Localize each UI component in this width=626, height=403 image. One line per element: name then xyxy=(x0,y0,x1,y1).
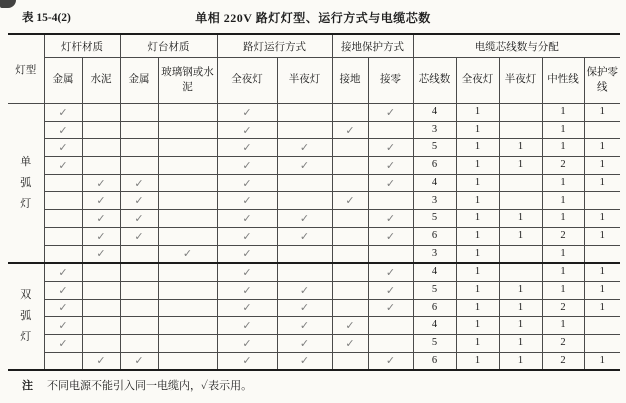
value-cell xyxy=(499,192,542,210)
value-cell: 1 xyxy=(542,104,584,122)
value-cell: 1 xyxy=(542,121,584,139)
value-cell: 6 xyxy=(413,157,456,175)
check-mark-cell: ✓ xyxy=(44,121,82,139)
check-mark-cell: ✓ xyxy=(120,352,158,370)
value-cell: 1 xyxy=(499,139,542,157)
empty-cell xyxy=(82,157,120,175)
empty-cell xyxy=(332,281,368,299)
value-cell xyxy=(584,245,620,263)
value-cell: 1 xyxy=(456,352,499,370)
table-row xyxy=(8,317,620,335)
check-mark-cell: ✓ xyxy=(44,334,82,352)
header-core-count: 芯线数 xyxy=(413,58,456,104)
check-mark-cell: ✓ xyxy=(277,299,332,317)
check-mark-cell: ✓ xyxy=(217,281,277,299)
empty-cell xyxy=(332,299,368,317)
empty-cell xyxy=(158,334,217,352)
empty-cell xyxy=(82,139,120,157)
empty-cell xyxy=(44,192,82,210)
empty-cell xyxy=(277,104,332,122)
check-mark-cell: ✓ xyxy=(44,139,82,157)
value-cell xyxy=(499,121,542,139)
empty-cell xyxy=(158,174,217,192)
value-cell: 1 xyxy=(456,157,499,175)
value-cell: 4 xyxy=(413,104,456,122)
check-mark-cell: ✓ xyxy=(217,227,277,245)
lamp-cable-table xyxy=(8,33,620,371)
empty-cell xyxy=(44,352,82,370)
check-mark-cell: ✓ xyxy=(368,174,413,192)
empty-cell xyxy=(158,157,217,175)
check-mark-cell: ✓ xyxy=(368,281,413,299)
empty-cell xyxy=(120,139,158,157)
check-mark-cell: ✓ xyxy=(82,227,120,245)
empty-cell xyxy=(44,174,82,192)
value-cell: 1 xyxy=(499,317,542,335)
value-cell: 1 xyxy=(456,174,499,192)
table-row xyxy=(8,104,620,122)
lamp-type-cell: 双 弧 灯 xyxy=(8,263,44,370)
check-mark-cell: ✓ xyxy=(44,299,82,317)
check-mark-cell: ✓ xyxy=(120,174,158,192)
check-mark-cell: ✓ xyxy=(277,334,332,352)
empty-cell xyxy=(277,192,332,210)
empty-cell xyxy=(368,192,413,210)
empty-cell xyxy=(82,121,120,139)
empty-cell xyxy=(158,352,217,370)
check-mark-cell: ✓ xyxy=(277,210,332,228)
empty-cell xyxy=(158,139,217,157)
value-cell: 1 xyxy=(584,299,620,317)
check-mark-cell: ✓ xyxy=(277,281,332,299)
empty-cell xyxy=(120,121,158,139)
check-mark-cell: ✓ xyxy=(368,299,413,317)
value-cell: 1 xyxy=(456,334,499,352)
check-mark-cell: ✓ xyxy=(277,139,332,157)
table-number: 表 15-4(2) xyxy=(22,12,71,24)
header-group-operation-mode: 路灯运行方式 xyxy=(217,34,332,58)
value-cell xyxy=(499,174,542,192)
table-row xyxy=(8,334,620,352)
value-cell xyxy=(499,104,542,122)
check-mark-cell: ✓ xyxy=(217,352,277,370)
check-mark-cell: ✓ xyxy=(82,174,120,192)
check-mark-cell: ✓ xyxy=(368,210,413,228)
table-row xyxy=(8,157,620,175)
check-mark-cell: ✓ xyxy=(217,317,277,335)
value-cell: 1 xyxy=(584,210,620,228)
empty-cell xyxy=(277,121,332,139)
value-cell: 2 xyxy=(542,334,584,352)
header-group-cable-cores: 电缆芯线数与分配 xyxy=(413,34,620,58)
value-cell: 1 xyxy=(456,299,499,317)
value-cell xyxy=(499,245,542,263)
value-cell: 1 xyxy=(584,174,620,192)
value-cell: 1 xyxy=(456,210,499,228)
value-cell: 5 xyxy=(413,139,456,157)
check-mark-cell: ✓ xyxy=(217,104,277,122)
empty-cell xyxy=(158,210,217,228)
value-cell: 1 xyxy=(456,281,499,299)
empty-cell xyxy=(120,317,158,335)
value-cell: 2 xyxy=(542,157,584,175)
value-cell: 1 xyxy=(499,299,542,317)
check-mark-cell: ✓ xyxy=(217,192,277,210)
empty-cell xyxy=(368,245,413,263)
check-mark-cell: ✓ xyxy=(44,281,82,299)
check-mark-cell: ✓ xyxy=(332,334,368,352)
empty-cell xyxy=(158,263,217,281)
table-row xyxy=(8,299,620,317)
empty-cell xyxy=(332,157,368,175)
check-mark-cell: ✓ xyxy=(158,245,217,263)
check-mark-cell: ✓ xyxy=(217,334,277,352)
value-cell xyxy=(584,121,620,139)
check-mark-cell: ✓ xyxy=(277,317,332,335)
check-mark-cell: ✓ xyxy=(82,352,120,370)
check-mark-cell: ✓ xyxy=(368,104,413,122)
value-cell: 1 xyxy=(584,139,620,157)
value-cell: 1 xyxy=(542,263,584,281)
value-cell: 4 xyxy=(413,317,456,335)
value-cell: 1 xyxy=(456,104,499,122)
empty-cell xyxy=(120,281,158,299)
table-row xyxy=(8,263,620,281)
value-cell xyxy=(584,334,620,352)
check-mark-cell: ✓ xyxy=(44,317,82,335)
value-cell: 4 xyxy=(413,263,456,281)
value-cell: 1 xyxy=(456,263,499,281)
empty-cell xyxy=(82,317,120,335)
value-cell: 5 xyxy=(413,281,456,299)
value-cell: 1 xyxy=(542,245,584,263)
value-cell: 1 xyxy=(456,227,499,245)
value-cell: 5 xyxy=(413,334,456,352)
empty-cell xyxy=(82,263,120,281)
table-note xyxy=(22,377,252,393)
empty-cell xyxy=(82,334,120,352)
check-mark-cell: ✓ xyxy=(368,352,413,370)
empty-cell xyxy=(368,317,413,335)
value-cell: 1 xyxy=(584,263,620,281)
check-mark-cell: ✓ xyxy=(332,192,368,210)
value-cell: 1 xyxy=(499,281,542,299)
value-cell: 1 xyxy=(584,281,620,299)
header-halfnight-lamp: 半夜灯 xyxy=(277,58,332,104)
empty-cell xyxy=(158,299,217,317)
check-mark-cell: ✓ xyxy=(217,139,277,157)
empty-cell xyxy=(120,334,158,352)
empty-cell xyxy=(82,104,120,122)
empty-cell xyxy=(332,245,368,263)
value-cell: 1 xyxy=(584,352,620,370)
value-cell: 1 xyxy=(542,317,584,335)
check-mark-cell: ✓ xyxy=(82,245,120,263)
empty-cell xyxy=(368,334,413,352)
value-cell: 1 xyxy=(456,139,499,157)
header-lamp-type: 灯型 xyxy=(8,34,44,104)
lamp-type-cell: 单 弧 灯 xyxy=(8,104,44,264)
empty-cell xyxy=(332,352,368,370)
header-cores-allnight: 全夜灯 xyxy=(456,58,499,104)
empty-cell xyxy=(158,317,217,335)
empty-cell xyxy=(82,299,120,317)
header-base-metal: 金属 xyxy=(120,58,158,104)
empty-cell xyxy=(332,227,368,245)
empty-cell xyxy=(44,227,82,245)
table-row xyxy=(8,281,620,299)
table-row xyxy=(8,245,620,263)
check-mark-cell: ✓ xyxy=(368,157,413,175)
empty-cell xyxy=(368,121,413,139)
value-cell xyxy=(499,263,542,281)
value-cell: 3 xyxy=(413,121,456,139)
table-row xyxy=(8,352,620,370)
value-cell: 6 xyxy=(413,299,456,317)
check-mark-cell: ✓ xyxy=(217,210,277,228)
check-mark-cell: ✓ xyxy=(44,104,82,122)
check-mark-cell: ✓ xyxy=(44,157,82,175)
value-cell: 3 xyxy=(413,192,456,210)
value-cell: 2 xyxy=(542,299,584,317)
header-allnight-lamp: 全夜灯 xyxy=(217,58,277,104)
value-cell: 2 xyxy=(542,227,584,245)
empty-cell xyxy=(332,210,368,228)
value-cell: 1 xyxy=(499,157,542,175)
value-cell: 1 xyxy=(542,139,584,157)
header-group-base-material: 灯台材质 xyxy=(120,34,217,58)
header-cores-neutral: 中性线 xyxy=(542,58,584,104)
table-row xyxy=(8,192,620,210)
check-mark-cell: ✓ xyxy=(368,139,413,157)
value-cell: 6 xyxy=(413,227,456,245)
header-group-ground-protection: 接地保护方式 xyxy=(332,34,413,58)
empty-cell xyxy=(332,139,368,157)
empty-cell xyxy=(332,174,368,192)
table-body xyxy=(8,104,620,371)
value-cell: 1 xyxy=(499,210,542,228)
table-row xyxy=(8,174,620,192)
table-row xyxy=(8,121,620,139)
table-row xyxy=(8,139,620,157)
empty-cell xyxy=(332,104,368,122)
value-cell: 1 xyxy=(499,227,542,245)
value-cell: 1 xyxy=(542,210,584,228)
empty-cell xyxy=(277,174,332,192)
empty-cell xyxy=(277,245,332,263)
value-cell xyxy=(584,192,620,210)
empty-cell xyxy=(120,104,158,122)
table-row xyxy=(8,227,620,245)
header-grounding: 接地 xyxy=(332,58,368,104)
value-cell: 4 xyxy=(413,174,456,192)
empty-cell xyxy=(120,157,158,175)
value-cell: 1 xyxy=(456,192,499,210)
empty-cell xyxy=(158,121,217,139)
empty-cell xyxy=(44,210,82,228)
check-mark-cell: ✓ xyxy=(217,299,277,317)
header-base-frp-cement: 玻璃钢或水泥 xyxy=(158,58,217,104)
empty-cell xyxy=(120,263,158,281)
value-cell: 1 xyxy=(456,245,499,263)
check-mark-cell: ✓ xyxy=(120,210,158,228)
check-mark-cell: ✓ xyxy=(120,192,158,210)
value-cell: 3 xyxy=(413,245,456,263)
header-neutral-connect: 接零 xyxy=(368,58,413,104)
value-cell: 1 xyxy=(542,174,584,192)
value-cell: 2 xyxy=(542,352,584,370)
title-row xyxy=(0,0,626,33)
empty-cell xyxy=(44,245,82,263)
value-cell: 1 xyxy=(584,104,620,122)
value-cell: 1 xyxy=(499,352,542,370)
check-mark-cell: ✓ xyxy=(217,174,277,192)
empty-cell xyxy=(82,281,120,299)
check-mark-cell: ✓ xyxy=(217,263,277,281)
note-text: 不同电源不能引入同一电缆内，✓表示用。 xyxy=(47,380,253,392)
value-cell: 1 xyxy=(542,281,584,299)
empty-cell xyxy=(277,263,332,281)
value-cell: 1 xyxy=(456,317,499,335)
header-pole-cement: 水泥 xyxy=(82,58,120,104)
check-mark-cell: ✓ xyxy=(82,192,120,210)
header-group-pole-material: 灯杆材质 xyxy=(44,34,120,58)
value-cell xyxy=(584,317,620,335)
check-mark-cell: ✓ xyxy=(332,121,368,139)
header-cores-halfnight: 半夜灯 xyxy=(499,58,542,104)
empty-cell xyxy=(120,245,158,263)
value-cell: 1 xyxy=(584,157,620,175)
check-mark-cell: ✓ xyxy=(277,157,332,175)
check-mark-cell: ✓ xyxy=(217,121,277,139)
empty-cell xyxy=(158,104,217,122)
empty-cell xyxy=(158,227,217,245)
check-mark-cell: ✓ xyxy=(82,210,120,228)
check-mark-cell: ✓ xyxy=(44,263,82,281)
table-header xyxy=(8,34,620,104)
empty-cell xyxy=(158,192,217,210)
check-mark-cell: ✓ xyxy=(368,263,413,281)
value-cell: 1 xyxy=(542,192,584,210)
value-cell: 5 xyxy=(413,210,456,228)
empty-cell xyxy=(332,263,368,281)
check-mark-cell: ✓ xyxy=(368,227,413,245)
check-mark-cell: ✓ xyxy=(332,317,368,335)
check-mark-cell: ✓ xyxy=(120,227,158,245)
check-mark-cell: ✓ xyxy=(277,352,332,370)
header-pole-metal: 金属 xyxy=(44,58,82,104)
header-cores-protective-neutral: 保护零线 xyxy=(584,58,620,104)
page-title: 单相 220V 路灯灯型、运行方式与电缆芯数 xyxy=(195,11,431,25)
value-cell: 1 xyxy=(499,334,542,352)
table-row xyxy=(8,210,620,228)
value-cell: 6 xyxy=(413,352,456,370)
note-label: 注 xyxy=(22,380,33,392)
value-cell: 1 xyxy=(456,121,499,139)
check-mark-cell: ✓ xyxy=(277,227,332,245)
check-mark-cell: ✓ xyxy=(217,157,277,175)
empty-cell xyxy=(158,281,217,299)
check-mark-cell: ✓ xyxy=(217,245,277,263)
empty-cell xyxy=(120,299,158,317)
value-cell: 1 xyxy=(584,227,620,245)
